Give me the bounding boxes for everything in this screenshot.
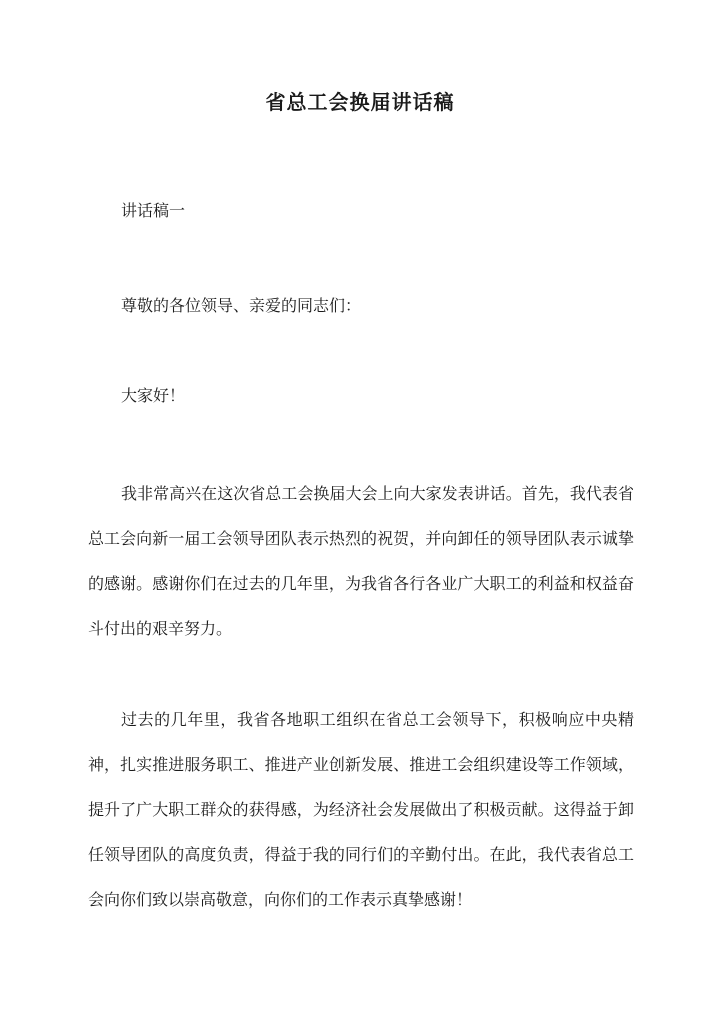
paragraph-body-2: 过去的几年里，我省各地职工组织在省总工会领导下，积极响应中央精神，扎实推进服务职工、推进产业创新发展、推进工会组织建设等工作领域，提升了广大职工群众的获得感，为经济社会发展做出了积极贡献。这得益于卸任领导团队的高度负责，得益于我的同行们的辛勤付出。在此，我代表省总工会向你们致以崇高敬意，向你们的工作表示真挚感谢！ bbox=[88, 710, 634, 909]
document-title: 省总工会换届讲话稿 bbox=[265, 90, 455, 114]
paragraph-greeting: 大家好！ bbox=[121, 386, 186, 405]
paragraph-body-1: 我非常高兴在这次省总工会换届大会上向大家发表讲话。首先，我代表省总工会向新一届工会领导团队表示热烈的祝贺，并向卸任的领导团队表示诚挚的感谢。感谢你们在过去的几年里，为我省各行各业广大职工的利益和权益奋斗付出的艰辛努力。 bbox=[88, 484, 634, 638]
paragraph-salutation: 尊敬的各位领导、亲爱的同志们： bbox=[121, 296, 362, 315]
paragraph-heading: 讲话稿一 bbox=[121, 201, 186, 220]
